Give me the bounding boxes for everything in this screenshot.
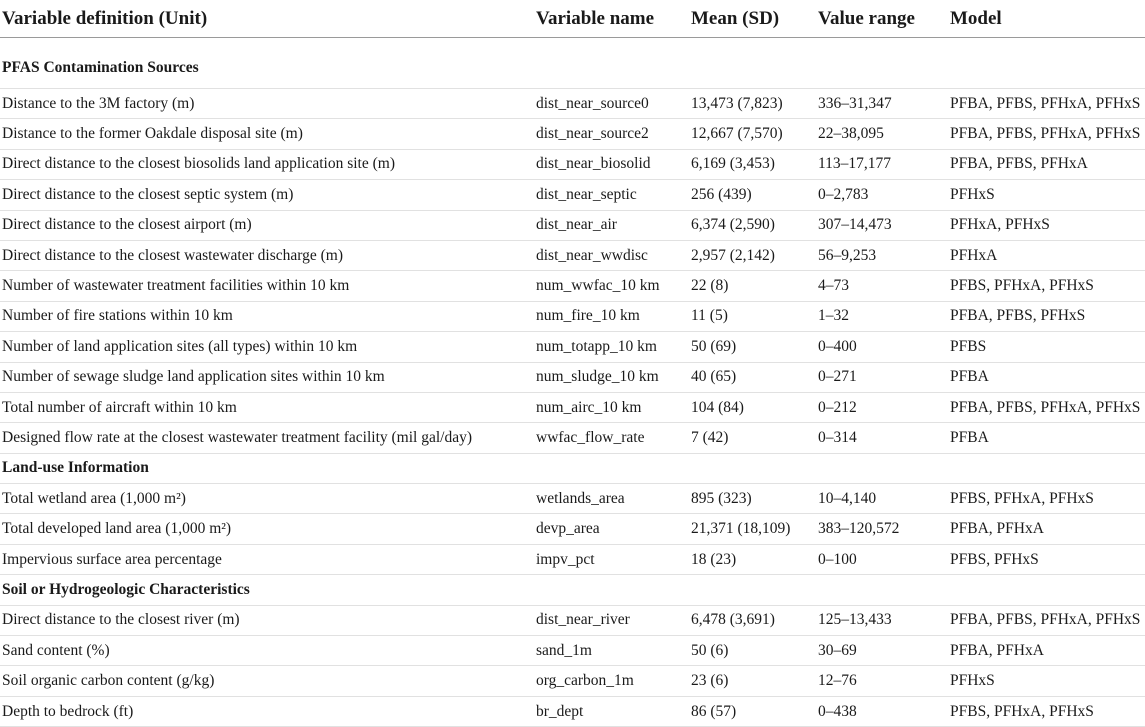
section-header-row — [0, 38, 1145, 89]
cell-model: PFBA, PFBS, PFHxS — [948, 301, 1145, 331]
cell-variable-name: sand_1m — [534, 636, 689, 666]
cell-value-range: 10–4,140 — [816, 484, 948, 514]
cell-model: PFBA, PFBS, PFHxA, PFHxS — [948, 605, 1145, 635]
cell-variable-definition: Direct distance to the closest septic system (m) — [0, 180, 534, 210]
cell-value-range: 0–2,783 — [816, 180, 948, 210]
cell-model: PFHxA — [948, 240, 1145, 270]
cell-model: PFBS, PFHxA, PFHxS — [948, 696, 1145, 726]
section-header-row — [0, 453, 1145, 483]
cell-mean-sd: 2,957 (2,142) — [689, 240, 816, 270]
cell-model: PFBS, PFHxA, PFHxS — [948, 271, 1145, 301]
cell-variable-name: dist_near_biosolid — [534, 149, 689, 179]
cell-variable-definition: Total developed land area (1,000 m²) — [0, 514, 534, 544]
cell-variable-name: dist_near_river — [534, 605, 689, 635]
cell-mean-sd: 21,371 (18,109) — [689, 514, 816, 544]
cell-variable-definition: Soil organic carbon content (g/kg) — [0, 666, 534, 696]
cell-variable-name: num_airc_10 km — [534, 392, 689, 422]
cell-value-range: 22–38,095 — [816, 119, 948, 149]
cell-mean-sd: 11 (5) — [689, 301, 816, 331]
cell-variable-name: dist_near_septic — [534, 180, 689, 210]
cell-variable-definition: Distance to the 3M factory (m) — [0, 89, 534, 119]
cell-model: PFBA — [948, 423, 1145, 453]
cell-mean-sd: 50 (6) — [689, 636, 816, 666]
cell-variable-name: wwfac_flow_rate — [534, 423, 689, 453]
table-row — [0, 636, 1145, 666]
cell-mean-sd: 40 (65) — [689, 362, 816, 392]
cell-variable-definition: Direct distance to the closest airport (m) — [0, 210, 534, 240]
table-row — [0, 544, 1145, 574]
cell-value-range: 1–32 — [816, 301, 948, 331]
table-row — [0, 666, 1145, 696]
cell-variable-name: wetlands_area — [534, 484, 689, 514]
header-model: Model — [948, 0, 1145, 38]
table-row — [0, 484, 1145, 514]
table-header-row — [0, 0, 1145, 38]
cell-model: PFBS, PFHxA, PFHxS — [948, 484, 1145, 514]
cell-variable-definition: Number of fire stations within 10 km — [0, 301, 534, 331]
cell-value-range: 56–9,253 — [816, 240, 948, 270]
cell-variable-definition: Total number of aircraft within 10 km — [0, 392, 534, 422]
table-row — [0, 210, 1145, 240]
cell-mean-sd: 13,473 (7,823) — [689, 89, 816, 119]
cell-value-range: 125–13,433 — [816, 605, 948, 635]
table-row — [0, 301, 1145, 331]
cell-model: PFBA — [948, 362, 1145, 392]
cell-mean-sd: 104 (84) — [689, 392, 816, 422]
cell-mean-sd: 6,374 (2,590) — [689, 210, 816, 240]
table-row — [0, 180, 1145, 210]
cell-variable-definition: Designed flow rate at the closest wastewater treatment facility (mil gal/day) — [0, 423, 534, 453]
table-row — [0, 514, 1145, 544]
cell-variable-definition: Direct distance to the closest wastewater discharge (m) — [0, 240, 534, 270]
cell-value-range: 0–400 — [816, 332, 948, 362]
cell-value-range: 113–17,177 — [816, 149, 948, 179]
table-row — [0, 149, 1145, 179]
cell-variable-name: num_totapp_10 km — [534, 332, 689, 362]
header-value-range: Value range — [816, 0, 948, 38]
cell-variable-name: dist_near_wwdisc — [534, 240, 689, 270]
cell-value-range: 0–438 — [816, 696, 948, 726]
cell-variable-definition: Number of wastewater treatment facilities within 10 km — [0, 271, 534, 301]
header-variable-name: Variable name — [534, 0, 689, 38]
cell-variable-name: num_fire_10 km — [534, 301, 689, 331]
cell-model: PFBS, PFHxS — [948, 544, 1145, 574]
cell-mean-sd: 22 (8) — [689, 271, 816, 301]
cell-value-range: 4–73 — [816, 271, 948, 301]
cell-value-range: 307–14,473 — [816, 210, 948, 240]
cell-value-range: 0–212 — [816, 392, 948, 422]
cell-variable-definition: Distance to the former Oakdale disposal site (m) — [0, 119, 534, 149]
cell-mean-sd: 86 (57) — [689, 696, 816, 726]
table-row — [0, 271, 1145, 301]
table-row — [0, 392, 1145, 422]
cell-variable-name: dist_near_air — [534, 210, 689, 240]
cell-value-range: 30–69 — [816, 636, 948, 666]
cell-variable-name: org_carbon_1m — [534, 666, 689, 696]
cell-variable-definition: Direct distance to the closest biosolids land application site (m) — [0, 149, 534, 179]
cell-value-range: 336–31,347 — [816, 89, 948, 119]
cell-model: PFBA, PFBS, PFHxA, PFHxS — [948, 119, 1145, 149]
cell-value-range: 0–100 — [816, 544, 948, 574]
header-variable-definition: Variable definition (Unit) — [0, 0, 534, 38]
cell-value-range: 383–120,572 — [816, 514, 948, 544]
cell-model: PFHxA, PFHxS — [948, 210, 1145, 240]
cell-variable-name: num_sludge_10 km — [534, 362, 689, 392]
table-row — [0, 119, 1145, 149]
table-row — [0, 332, 1145, 362]
header-mean-sd: Mean (SD) — [689, 0, 816, 38]
table-row — [0, 423, 1145, 453]
section-title: Soil or Hydrogeologic Characteristics — [0, 575, 1145, 605]
table-row — [0, 696, 1145, 726]
cell-variable-definition: Total wetland area (1,000 m²) — [0, 484, 534, 514]
cell-variable-name: dist_near_source0 — [534, 89, 689, 119]
cell-variable-name: num_wwfac_10 km — [534, 271, 689, 301]
table-row — [0, 605, 1145, 635]
table-row — [0, 89, 1145, 119]
table-row — [0, 240, 1145, 270]
cell-variable-name: impv_pct — [534, 544, 689, 574]
cell-model: PFBA, PFBS, PFHxA, PFHxS — [948, 392, 1145, 422]
cell-model: PFHxS — [948, 666, 1145, 696]
cell-mean-sd: 18 (23) — [689, 544, 816, 574]
cell-model: PFBA, PFHxA — [948, 514, 1145, 544]
cell-variable-definition: Depth to bedrock (ft) — [0, 696, 534, 726]
cell-mean-sd: 7 (42) — [689, 423, 816, 453]
cell-variable-definition: Number of sewage sludge land application sites within 10 km — [0, 362, 534, 392]
cell-value-range: 12–76 — [816, 666, 948, 696]
section-header-row — [0, 575, 1145, 605]
table-body — [0, 38, 1145, 727]
cell-value-range: 0–314 — [816, 423, 948, 453]
cell-mean-sd: 12,667 (7,570) — [689, 119, 816, 149]
table-row — [0, 362, 1145, 392]
cell-mean-sd: 256 (439) — [689, 180, 816, 210]
cell-model: PFHxS — [948, 180, 1145, 210]
cell-model: PFBA, PFBS, PFHxA, PFHxS — [948, 89, 1145, 119]
section-title: Land-use Information — [0, 453, 1145, 483]
cell-mean-sd: 895 (323) — [689, 484, 816, 514]
cell-mean-sd: 50 (69) — [689, 332, 816, 362]
cell-model: PFBA, PFBS, PFHxA — [948, 149, 1145, 179]
cell-model: PFBA, PFHxA — [948, 636, 1145, 666]
cell-variable-name: br_dept — [534, 696, 689, 726]
cell-mean-sd: 6,478 (3,691) — [689, 605, 816, 635]
cell-mean-sd: 23 (6) — [689, 666, 816, 696]
cell-variable-definition: Number of land application sites (all types) within 10 km — [0, 332, 534, 362]
section-title: PFAS Contamination Sources — [2, 59, 199, 76]
cell-variable-name: dist_near_source2 — [534, 119, 689, 149]
cell-value-range: 0–271 — [816, 362, 948, 392]
cell-variable-definition: Sand content (%) — [0, 636, 534, 666]
cell-model: PFBS — [948, 332, 1145, 362]
cell-variable-definition: Impervious surface area percentage — [0, 544, 534, 574]
cell-variable-name: devp_area — [534, 514, 689, 544]
cell-mean-sd: 6,169 (3,453) — [689, 149, 816, 179]
cell-variable-definition: Direct distance to the closest river (m) — [0, 605, 534, 635]
